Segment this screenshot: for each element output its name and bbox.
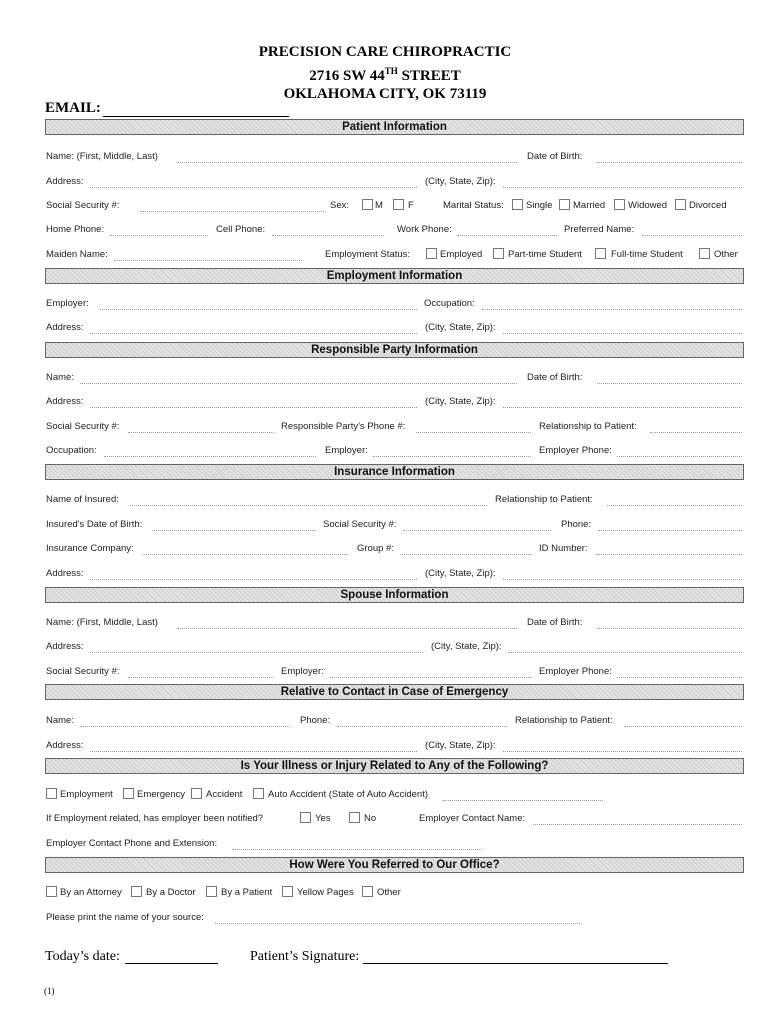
insured-name-label: Name of Insured: — [46, 494, 119, 505]
marital-status-label: Marital Status: — [443, 200, 504, 211]
resp-employer-field[interactable] — [373, 456, 531, 457]
preferred-name-field[interactable] — [642, 235, 742, 236]
clinic-name: PRECISION CARE CHIROPRACTIC — [258, 44, 512, 60]
spouse-dob-label: Date of Birth: — [527, 617, 583, 628]
patient-name-field[interactable] — [177, 162, 517, 163]
address-suffix: STREET — [397, 68, 461, 84]
notified-yes-checkbox[interactable] — [300, 812, 311, 823]
illness-emergency-label: Emergency — [137, 789, 186, 800]
maiden-name-label: Maiden Name: — [46, 249, 108, 260]
patient-ssn-field[interactable] — [140, 211, 324, 212]
resp-city-field[interactable] — [503, 407, 742, 408]
resp-address-field[interactable] — [90, 407, 417, 408]
resp-phone-label: Responsible Party's Phone #: — [281, 421, 406, 432]
referral-doctor-label: By a Doctor — [146, 887, 196, 898]
referral-other-checkbox[interactable] — [362, 886, 373, 897]
resp-relationship-label: Relationship to Patient: — [539, 421, 637, 432]
section-illness-injury: Is Your Illness or Injury Related to Any of the Following? — [45, 758, 744, 774]
employment-status-label: Employment Status: — [325, 249, 411, 260]
occupation-field[interactable] — [482, 309, 742, 310]
patient-address-label: Address: — [46, 176, 84, 187]
email-label: EMAIL: — [45, 100, 101, 116]
email-row — [45, 100, 289, 117]
ins-relationship-field[interactable] — [607, 505, 742, 506]
patient-city-label: (City, State, Zip): — [425, 176, 496, 187]
referral-other-label: Other — [377, 887, 401, 898]
emergency-city-label: (City, State, Zip): — [425, 740, 496, 751]
full-time-student-label: Full-time Student — [611, 249, 683, 260]
section-spouse-information: Spouse Information — [45, 587, 744, 603]
employer-city-label: (City, State, Zip): — [425, 322, 496, 333]
ins-id-label: ID Number: — [539, 543, 588, 554]
notified-no-label: No — [364, 813, 377, 824]
patient-sex-label: Sex: — [330, 200, 350, 211]
marital-married-label: Married — [573, 200, 606, 211]
employed-checkbox[interactable] — [426, 248, 437, 259]
employer-notified-label: If Employment related, has employer been notified? — [46, 813, 264, 824]
marital-single-label: Single — [526, 200, 553, 211]
emergency-relationship-label: Relationship to Patient: — [515, 715, 613, 726]
illness-emergency-checkbox[interactable] — [123, 788, 134, 799]
patient-dob-field[interactable] — [597, 162, 742, 163]
illness-auto-accident-label: Auto Accident (State of Auto Accident) — [268, 789, 429, 800]
marital-divorced-label: Divorced — [689, 200, 727, 211]
resp-occupation-field[interactable] — [104, 456, 316, 457]
employer-address-field[interactable] — [90, 333, 417, 334]
emergency-address-label: Address: — [46, 740, 84, 751]
illness-accident-label: Accident — [206, 789, 243, 800]
spouse-city-label: (City, State, Zip): — [431, 641, 502, 652]
employer-field[interactable] — [100, 309, 417, 310]
section-employment-information: Employment Information — [45, 268, 744, 284]
resp-city-label: (City, State, Zip): — [425, 396, 496, 407]
resp-relationship-field[interactable] — [650, 432, 742, 433]
emp-status-other-checkbox[interactable] — [699, 248, 710, 259]
ins-phone-field[interactable] — [598, 530, 742, 531]
page-number: (1) — [44, 986, 55, 996]
employer-contact-phone-label: Employer Contact Phone and Extension: — [46, 838, 218, 849]
emp-status-other-label: Other — [714, 249, 738, 260]
emergency-name-label: Name: — [46, 715, 74, 726]
spouse-city-field[interactable] — [508, 652, 742, 653]
ins-id-field[interactable] — [596, 554, 742, 555]
section-emergency-contact: Relative to Contact in Case of Emergency — [45, 684, 744, 700]
address-sup: TH — [384, 66, 398, 76]
marital-married-checkbox[interactable] — [559, 199, 570, 210]
patient-ssn-label: Social Security #: — [46, 200, 120, 211]
section-referral: How Were You Referred to Our Office? — [45, 857, 744, 873]
spouse-address-field[interactable] — [90, 652, 423, 653]
employed-label: Employed — [440, 249, 483, 260]
sex-m-checkbox[interactable] — [362, 199, 373, 210]
emergency-phone-label: Phone: — [300, 715, 331, 726]
resp-name-field[interactable] — [80, 383, 517, 384]
resp-employer-phone-field[interactable] — [617, 456, 742, 457]
marital-widowed-label: Widowed — [628, 200, 668, 211]
insured-dob-label: Insured's Date of Birth: — [46, 519, 143, 530]
home-phone-label: Home Phone: — [46, 224, 105, 235]
notified-yes-label: Yes — [315, 813, 331, 824]
patient-signature-field[interactable] — [363, 963, 668, 964]
work-phone-label: Work Phone: — [397, 224, 452, 235]
patient-signature-label: Patient’s Signature: — [250, 949, 360, 964]
ins-company-label: Insurance Company: — [46, 543, 134, 554]
emergency-name-field[interactable] — [80, 726, 290, 727]
todays-date-label: Today’s date: — [45, 949, 120, 964]
clinic-address — [0, 66, 770, 85]
resp-occupation-label: Occupation: — [46, 445, 97, 456]
marital-widowed-checkbox[interactable] — [614, 199, 625, 210]
home-phone-field[interactable] — [110, 235, 208, 236]
ins-ssn-field[interactable] — [403, 530, 551, 531]
illness-auto-accident-checkbox[interactable] — [253, 788, 264, 799]
ins-city-field[interactable] — [503, 579, 742, 580]
referral-attorney-checkbox[interactable] — [46, 886, 57, 897]
illness-employment-label: Employment — [60, 789, 113, 800]
spouse-employer-field[interactable] — [330, 677, 531, 678]
resp-dob-label: Date of Birth: — [527, 372, 583, 383]
patient-address-field[interactable] — [90, 187, 417, 188]
resp-phone-field[interactable] — [416, 432, 531, 433]
section-patient-information: Patient Information — [45, 119, 744, 135]
employer-address-label: Address: — [46, 322, 84, 333]
ins-group-field[interactable] — [400, 554, 531, 555]
spouse-name-field[interactable] — [177, 628, 517, 629]
section-responsible-party: Responsible Party Information — [45, 342, 744, 358]
part-time-student-label: Part-time Student — [508, 249, 582, 260]
spouse-name-label: Name: (First, Middle, Last) — [46, 617, 158, 628]
referral-yellow-pages-checkbox[interactable] — [282, 886, 293, 897]
employer-label: Employer: — [46, 298, 89, 309]
clinic-city: OKLAHOMA CITY, OK 73119 — [283, 86, 487, 102]
spouse-ssn-label: Social Security #: — [46, 666, 120, 677]
resp-ssn-field[interactable] — [128, 432, 274, 433]
part-time-student-checkbox[interactable] — [493, 248, 504, 259]
insured-dob-field[interactable] — [152, 530, 315, 531]
cell-phone-field[interactable] — [272, 235, 384, 236]
emergency-city-field[interactable] — [503, 751, 742, 752]
full-time-student-checkbox[interactable] — [595, 248, 606, 259]
ins-address-label: Address: — [46, 568, 84, 579]
employer-city-field[interactable] — [503, 333, 742, 334]
cell-phone-label: Cell Phone: — [216, 224, 266, 235]
sex-f-label: F — [408, 200, 414, 211]
marital-divorced-checkbox[interactable] — [675, 199, 686, 210]
resp-name-label: Name: — [46, 372, 74, 383]
ins-group-label: Group #: — [357, 543, 394, 554]
emergency-address-field[interactable] — [90, 751, 417, 752]
resp-employer-label: Employer: — [325, 445, 368, 456]
referral-yellow-pages-label: Yellow Pages — [297, 887, 354, 898]
ins-relationship-label: Relationship to Patient: — [495, 494, 593, 505]
referral-attorney-label: By an Attorney — [60, 887, 122, 898]
illness-employment-checkbox[interactable] — [46, 788, 57, 799]
marital-single-checkbox[interactable] — [512, 199, 523, 210]
ins-city-label: (City, State, Zip): — [425, 568, 496, 579]
patient-dob-label: Date of Birth: — [527, 151, 583, 162]
sex-m-label: M — [375, 200, 383, 211]
spouse-employer-phone-field[interactable] — [617, 677, 742, 678]
work-phone-field[interactable] — [457, 235, 557, 236]
spouse-employer-phone-label: Employer Phone: — [539, 666, 612, 677]
email-field[interactable] — [103, 102, 289, 117]
spouse-employer-label: Employer: — [281, 666, 324, 677]
spouse-address-label: Address: — [46, 641, 84, 652]
ins-company-field[interactable] — [142, 554, 347, 555]
referral-source-field[interactable] — [215, 923, 580, 924]
referral-source-label: Please print the name of your source: — [46, 912, 204, 923]
resp-dob-field[interactable] — [597, 383, 742, 384]
resp-employer-phone-label: Employer Phone: — [539, 445, 612, 456]
resp-address-label: Address: — [46, 396, 84, 407]
referral-patient-label: By a Patient — [221, 887, 273, 898]
resp-ssn-label: Social Security #: — [46, 421, 120, 432]
spouse-ssn-field[interactable] — [128, 677, 274, 678]
employer-contact-phone-field[interactable] — [232, 849, 482, 850]
employer-contact-name-field[interactable] — [533, 824, 742, 825]
preferred-name-label: Preferred Name: — [564, 224, 635, 235]
notified-no-checkbox[interactable] — [349, 812, 360, 823]
emergency-phone-field[interactable] — [337, 726, 507, 727]
ins-address-field[interactable] — [90, 579, 417, 580]
ins-phone-label: Phone: — [561, 519, 592, 530]
maiden-name-field[interactable] — [114, 260, 302, 261]
occupation-label: Occupation: — [424, 298, 475, 309]
patient-name-label: Name: (First, Middle, Last) — [46, 151, 158, 162]
emergency-relationship-field[interactable] — [624, 726, 742, 727]
auto-accident-state-field[interactable] — [443, 800, 603, 801]
ins-ssn-label: Social Security #: — [323, 519, 397, 530]
referral-patient-checkbox[interactable] — [206, 886, 217, 897]
referral-doctor-checkbox[interactable] — [131, 886, 142, 897]
spouse-dob-field[interactable] — [597, 628, 742, 629]
section-insurance-information: Insurance Information — [45, 464, 744, 480]
employer-contact-name-label: Employer Contact Name: — [419, 813, 526, 824]
insured-name-field[interactable] — [130, 505, 487, 506]
illness-accident-checkbox[interactable] — [191, 788, 202, 799]
address-prefix: 2716 SW 44 — [309, 68, 385, 84]
sex-f-checkbox[interactable] — [393, 199, 404, 210]
patient-city-field[interactable] — [503, 187, 742, 188]
todays-date-field[interactable] — [125, 963, 218, 964]
